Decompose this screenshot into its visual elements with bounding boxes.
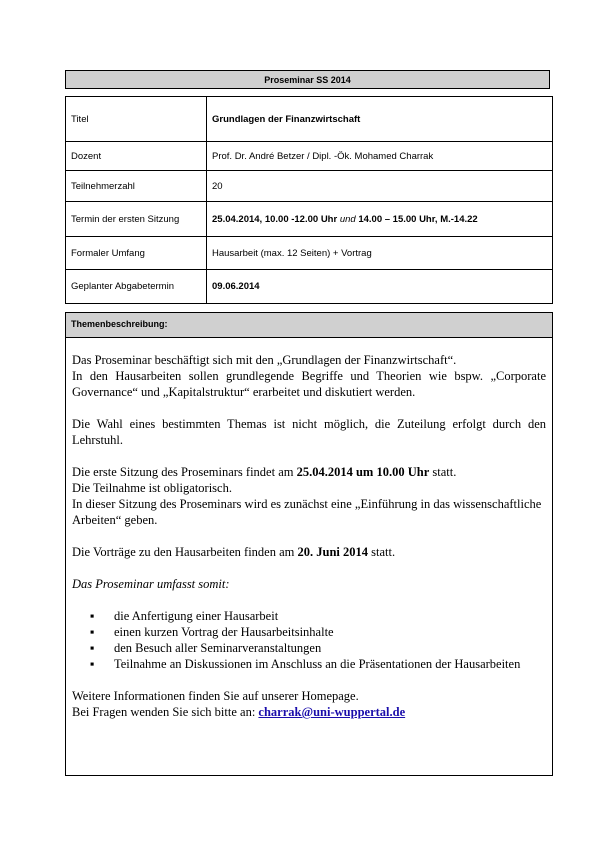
row-label-title: Titel: [66, 97, 207, 142]
row-value-format: Hausarbeit (max. 12 Seiten) + Vortrag: [207, 237, 553, 270]
first-session-and: und: [339, 213, 356, 225]
paragraph-first-session: [72, 464, 546, 528]
paragraph-assignment: Die Wahl eines bestimmten Themas ist nicht möglich, die Zuteilung erfolgt durch den Lehrstuhl.: [72, 417, 546, 447]
first-session-time-2: 14.00 – 15.00 Uhr, M.-14.22: [355, 213, 478, 225]
presentations-date: 20. Juni 2014: [297, 545, 369, 559]
first-session-time-1: , 10.00 -12.00 Uhr: [259, 213, 340, 225]
row-value-first-session: [207, 202, 553, 237]
intro-line-1: Das Proseminar beschäftigt sich mit den „Grundlagen der Finanzwirtschaft“.: [72, 353, 457, 367]
table-row: [66, 171, 553, 202]
bullet-icon: ▪: [90, 625, 95, 639]
table-row: [66, 237, 553, 270]
list-intro: Das Proseminar umfasst somit:: [72, 577, 230, 591]
bullet-icon: ▪: [90, 657, 95, 671]
row-label-participants: Teilnehmerzahl: [66, 171, 207, 202]
bullet-icon: ▪: [90, 609, 95, 623]
row-label-lecturer: Dozent: [66, 142, 207, 171]
list-item-text: die Anfertigung einer Hausarbeit: [114, 609, 279, 623]
intro-line-2: In den Hausarbeiten sollen grundlegende Begriffe und Theorien wie bspw. „Corporate Governance“ und „Kapitalstruktur“ erarbeitet und diskutiert werden.: [72, 369, 546, 399]
table-row: [66, 202, 553, 237]
bullet-icon: ▪: [90, 641, 95, 655]
page-title: Proseminar SS 2014: [65, 70, 550, 89]
homepage-note: Weitere Informationen finden Sie auf unserer Homepage.: [72, 689, 359, 703]
list-item: [90, 608, 546, 624]
list-item-text: einen kurzen Vortrag der Hausarbeitsinhalte: [114, 625, 334, 639]
presentations-text-end: statt.: [368, 545, 396, 559]
first-session-text-end: statt.: [429, 465, 457, 479]
contact-text: Bei Fragen wenden Sie sich bitte an:: [72, 705, 259, 719]
requirements-list: [72, 608, 546, 672]
list-item: [90, 624, 546, 640]
table-row: [66, 97, 553, 142]
table-row: [66, 270, 553, 304]
first-session-date: 25.04.2014: [212, 213, 260, 225]
attendance-note: Die Teilnahme ist obligatorisch.: [72, 481, 232, 495]
row-value-title: Grundlagen der Finanzwirtschaft: [207, 97, 553, 142]
description-heading: Themenbeschreibung:: [66, 313, 552, 338]
table-row: [66, 142, 553, 171]
description-body: [66, 338, 552, 720]
row-label-first-session: Termin der ersten Sitzung: [66, 202, 207, 237]
list-item: [90, 640, 546, 656]
first-session-datetime: 25.04.2014 um 10.00 Uhr: [296, 465, 430, 479]
first-session-text: Die erste Sitzung des Proseminars findet am: [72, 465, 297, 479]
paragraph-contact: [72, 688, 546, 720]
list-item: [90, 656, 546, 672]
course-info-table: [65, 96, 553, 304]
row-value-participants: 20: [207, 171, 553, 202]
topic-description-box: [65, 312, 553, 776]
paragraph-intro: [72, 352, 546, 400]
list-item-text: Teilnahme an Diskussionen im Anschluss an die Präsentationen der Hausarbeiten: [114, 657, 521, 671]
list-item-text: den Besuch aller Seminarveranstaltungen: [114, 641, 322, 655]
paragraph-presentations: [72, 544, 546, 560]
presentations-text: Die Vorträge zu den Hausarbeiten finden am: [72, 545, 298, 559]
row-label-format: Formaler Umfang: [66, 237, 207, 270]
row-value-deadline: 09.06.2014: [207, 270, 553, 304]
introduction-note: In dieser Sitzung des Proseminars wird es zunächst eine „Einführung in das wissenschaftliche Arbeiten“ geben.: [72, 497, 542, 527]
row-value-lecturer: Prof. Dr. André Betzer / Dipl. -Ök. Mohamed Charrak: [207, 142, 553, 171]
email-link[interactable]: charrak@uni-wuppertal.de: [258, 705, 406, 719]
row-label-deadline: Geplanter Abgabetermin: [66, 270, 207, 304]
